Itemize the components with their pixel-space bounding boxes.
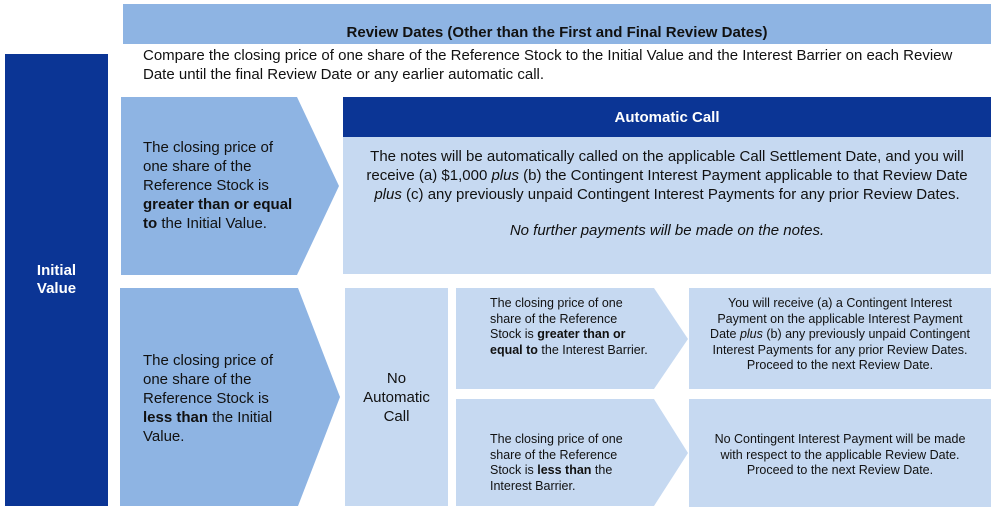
automatic-call-description: The notes will be automatically called on the applicable Call Settlement Date, and you will receive (a) $1,000 plus (b) the Contingent Interest Payment applicable to that Review Date plus (c) any previously unpaid Contingent Interest Payments for any prior Review Dates. — [366, 148, 968, 203]
lower-condition-bold: less than — [143, 409, 209, 426]
barrier-below-text: The closing price of one share of the Reference Stock is less than the Interest Barrier. — [490, 432, 623, 493]
no-automatic-call-box: No Automatic Call — [345, 288, 448, 506]
lower-condition-text: The closing price of one share of the Reference Stock is less than the Initial Value. — [143, 352, 274, 445]
result-above-text: You will receive (a) a Contingent Interest Payment on the applicable Interest Payment Date plus (b) any previously unpaid Contingent Interest Payments for any prior Review Dates. — [710, 296, 970, 357]
initial-value-box — [5, 54, 108, 506]
automatic-call-title: Automatic Call — [614, 108, 720, 126]
automatic-call-header — [343, 97, 991, 137]
intro-text: Compare the closing price of one share of the Reference Stock to the Initial Value and the Interest Barrier on each Review Date until the final Review Date or any earlier automatic call. — [143, 47, 953, 83]
upper-condition-text: The closing price of one share of the Reference Stock is greater than or equal to the Initial Value. — [143, 139, 293, 232]
result-below-proceed: Proceed to the next Review Date. — [746, 463, 934, 477]
upper-condition-bold: greater than or equal to — [143, 196, 293, 232]
automatic-call-body — [343, 137, 991, 274]
barrier-above-text: The closing price of one share of the Reference Stock is greater than or equal to the Interest Barrier. — [490, 296, 648, 357]
result-above-box — [689, 288, 991, 389]
result-above-proceed: Proceed to the next Review Date. — [746, 358, 934, 372]
automatic-call-note: No further payments will be made on the notes. — [509, 222, 825, 239]
review-dates-title: Review Dates (Other than the First and Final Review Dates) — [346, 24, 768, 41]
result-below-box — [689, 399, 991, 507]
review-dates-header — [123, 4, 991, 44]
initial-value-line2: Value — [36, 280, 77, 297]
result-below-text: No Contingent Interest Payment will be made with respect to the applicable Review Date. — [714, 432, 966, 462]
initial-value-line1: Initial — [36, 262, 77, 279]
